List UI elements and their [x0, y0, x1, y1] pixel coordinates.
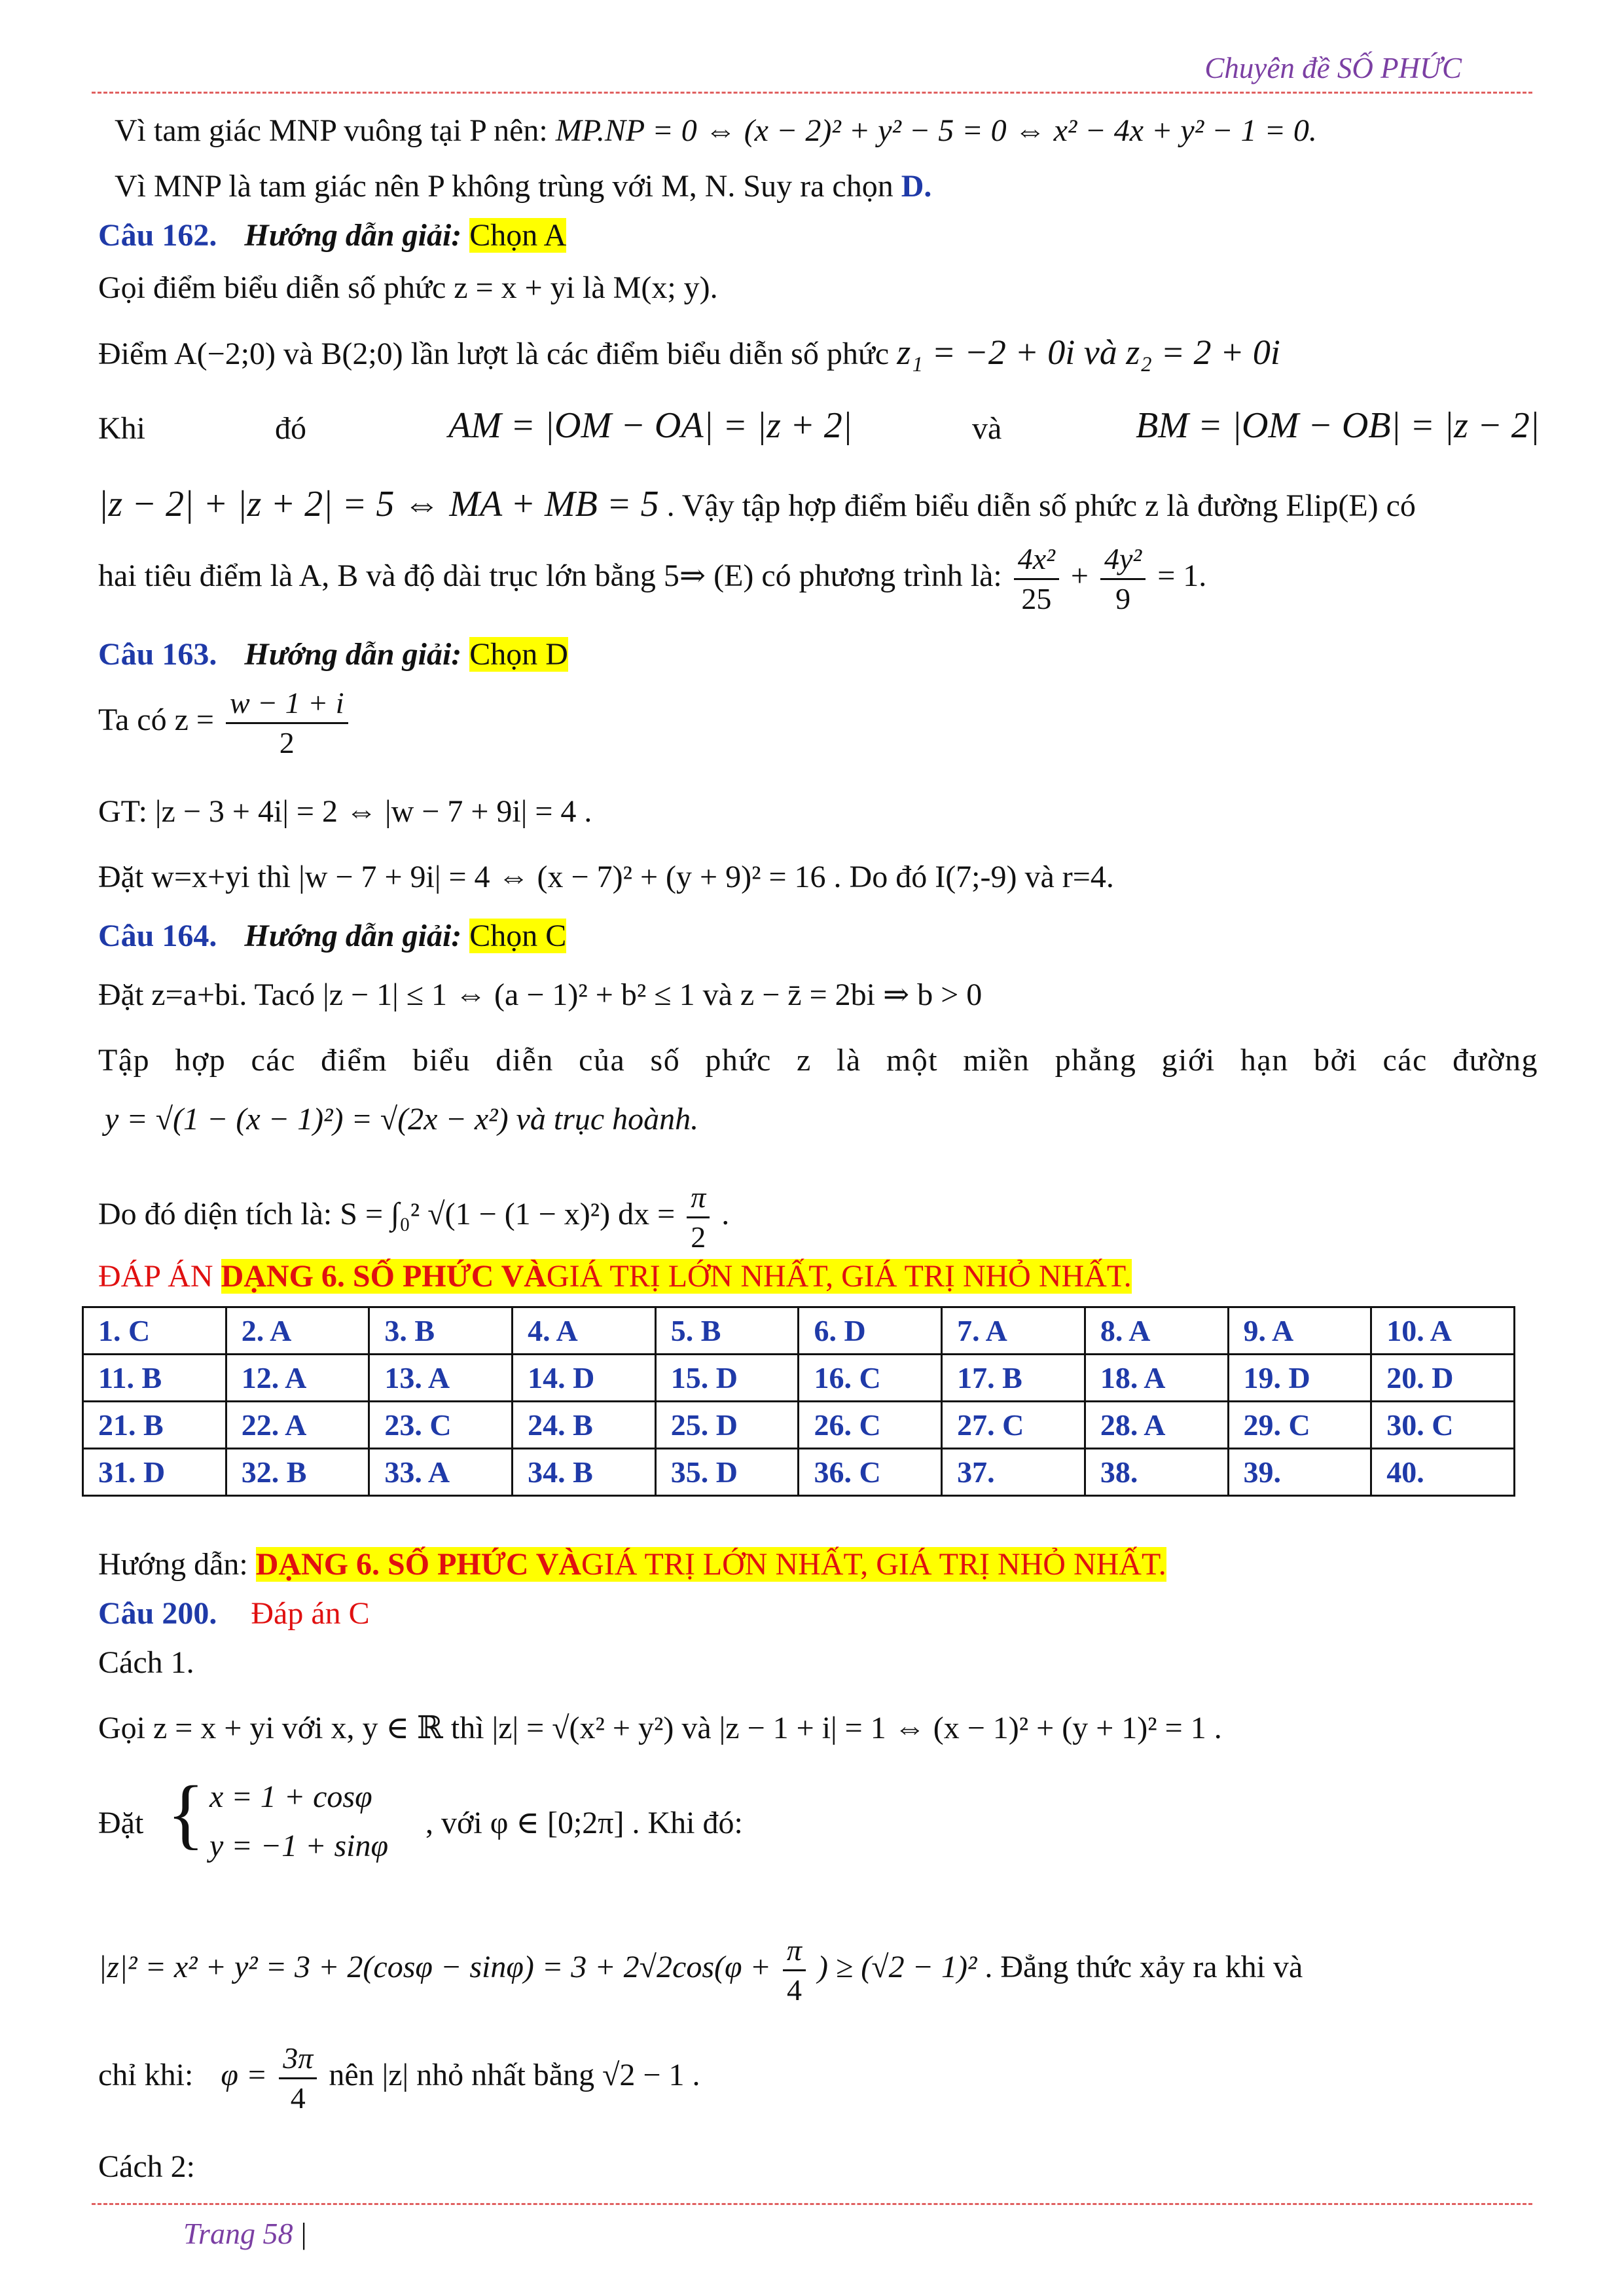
text: Cách 1. [98, 1645, 194, 1680]
denominator: 2 [691, 1220, 706, 1254]
answer-cell: 40. [1371, 1449, 1515, 1496]
answer-cell: 15. D [655, 1355, 799, 1402]
answer-title [98, 1257, 1132, 1296]
answer-cell: 11. B [83, 1355, 226, 1402]
answer-cell: 25. D [655, 1402, 799, 1449]
text: chỉ khi: [98, 2058, 194, 2093]
answer-cell: 19. D [1228, 1355, 1371, 1402]
q200-line4 [98, 2039, 700, 2117]
answer-cell: 26. C [799, 1402, 942, 1449]
equation: y = √(1 − (x − 1)²) = √(2x − x²) và trục hoành. [105, 1102, 699, 1137]
denominator: 25 [1021, 581, 1052, 615]
text: . Đẳng thức xảy ra khi và [984, 1950, 1303, 1985]
denominator: 2 [279, 725, 295, 759]
text: Ta có z = [98, 702, 214, 738]
answer-cell: 12. A [226, 1355, 369, 1402]
title-part: GIÁ TRỊ LỚN NHẤT, GIÁ TRỊ NHỎ NHẤT. [581, 1547, 1166, 1582]
text: Đặt w=x+yi thì |w − 7 + 9i| = 4 ⇔ (x − 7)² + (y + 9)² = 16 . Do đó I(7;-9) và r=4. [98, 860, 1114, 894]
text: đó [275, 411, 306, 446]
footer-rule [92, 2203, 1532, 2205]
title-part: GIÁ TRỊ LỚN NHẤT, GIÁ TRỊ NHỎ NHẤT. [546, 1259, 1132, 1294]
text: nên |z| nhỏ nhất bằng √2 − 1 . [329, 2058, 700, 2093]
answer-cell: 35. D [655, 1449, 799, 1496]
answer-cell: 5. B [655, 1307, 799, 1355]
equation: MP.NP = 0 ⇔ (x − 2)² + y² − 5 = 0 ⇔ x² − 4x + y² − 1 = 0. [555, 113, 1317, 148]
text: Khi [98, 411, 145, 446]
equation: |z − 2| + |z + 2| = 5 ⇔ MA + MB = 5 [98, 484, 659, 524]
table-row [83, 1449, 1515, 1496]
numerator: 4y² [1100, 540, 1146, 580]
answer-cell: 8. A [1085, 1307, 1228, 1355]
line-conclusion [115, 167, 931, 206]
q200-cach1 [98, 1643, 194, 1683]
q200-heading [98, 1594, 370, 1633]
q164-line2 [98, 1041, 1538, 1080]
answer-cell: 16. C [799, 1355, 942, 1402]
answer-cell: 33. A [369, 1449, 513, 1496]
q162-line4 [98, 481, 1416, 527]
choice-highlight: Chọn C [469, 919, 567, 953]
equation: y = −1 + sinφ [209, 1829, 389, 1863]
fraction [783, 1931, 806, 2009]
numerator: π [783, 1931, 806, 1971]
answer-cell: 17. B [942, 1355, 1085, 1402]
text: và [972, 411, 1002, 446]
answer-cell: 2. A [226, 1307, 369, 1355]
text: Điểm A(−2;0) và B(2;0) lần lượt là các điểm biểu diễn số phức [98, 337, 890, 371]
answer-cell: 6. D [799, 1307, 942, 1355]
footer [183, 2216, 307, 2251]
fraction [687, 1178, 710, 1256]
q164-line3 [105, 1100, 698, 1139]
denominator: 4 [290, 2081, 306, 2115]
q163-line3 [98, 858, 1114, 897]
q164-heading [98, 917, 566, 956]
guide-label: Hướng dẫn giải: [244, 637, 462, 672]
choice-highlight: Chọn A [469, 218, 567, 253]
numerator: 4x² [1014, 540, 1059, 580]
equation: z₁ = −2 + 0i và z₂ = 2 + 0i [897, 333, 1280, 372]
answer-cell: 21. B [83, 1402, 226, 1449]
text: Do đó diện tích là: S = ∫₀² √(1 − (1 − x)²) dx = [98, 1197, 676, 1232]
answer-cell: 31. D [83, 1449, 226, 1496]
answer-cell: 4. A [513, 1307, 656, 1355]
text: Cách 2: [98, 2149, 195, 2184]
answer-cell: 30. C [1371, 1402, 1515, 1449]
q162-heading [98, 216, 566, 255]
fraction [279, 2039, 317, 2117]
header-rule [92, 92, 1532, 94]
answer-cell: 39. [1228, 1449, 1371, 1496]
header-title: Chuyên đề SỐ PHỨC [1204, 52, 1462, 84]
title-part: ĐÁP ÁN [98, 1259, 213, 1294]
q164-line1 [98, 975, 982, 1015]
text: hai tiêu điểm là A, B và độ dài trục lớn bằng 5⇒ (E) có phương trình là: [98, 558, 1002, 594]
answer-cell: 10. A [1371, 1307, 1515, 1355]
answer-cell: 29. C [1228, 1402, 1371, 1449]
equation: AM = |OM − OA| = |z + 2| [448, 405, 853, 446]
answer-cell: 14. D [513, 1355, 656, 1402]
q163-heading [98, 635, 568, 674]
numerator: π [687, 1178, 710, 1218]
answer-cell: 22. A [226, 1402, 369, 1449]
answer-cell: 37. [942, 1449, 1085, 1496]
text: Gọi điểm biểu diễn số phức z = x + yi là M(x; y). [98, 270, 718, 305]
text: . Vậy tập hợp điểm biểu diễn số phức z là đường Elip(E) có [666, 488, 1416, 523]
answer-cell: 28. A [1085, 1402, 1228, 1449]
text: = 1. [1157, 558, 1207, 594]
equation: |z|² = x² + y² = 3 + 2(cosφ − sinφ) = 3 + 2√2cos(φ + [98, 1950, 771, 1985]
text: Vì tam giác MNP vuông tại P nên: [115, 113, 548, 148]
q200-line1 [98, 1709, 1222, 1748]
answer-cell: 38. [1085, 1449, 1228, 1496]
answer-cell: 36. C [799, 1449, 942, 1496]
brace: { [167, 1770, 205, 1857]
answer-cell: 20. D [1371, 1355, 1515, 1402]
answer-cell: 23. C [369, 1402, 513, 1449]
guide-label: Hướng dẫn giải: [244, 218, 462, 253]
q163-line1 [98, 684, 352, 761]
fraction [226, 684, 348, 761]
guide-label: Hướng dẫn giải: [244, 919, 462, 953]
q162-line5: hai tiêu điểm là A, B và độ dài trục lớn bằng 5⇒ (E) có phương trình là: $\frac{\text{4x²}}{25}$ + $\frac{\text{4y²}}{9}$ = 1. [98, 540, 1206, 617]
title-part: Hướng dẫn: [98, 1547, 248, 1582]
table-row [83, 1402, 1515, 1449]
page-number: Trang 58 [183, 2217, 293, 2250]
answer-cell: 9. A [1228, 1307, 1371, 1355]
q200-cach2 [98, 2147, 195, 2187]
table-row [83, 1307, 1515, 1355]
choice-highlight: Chọn D [469, 637, 568, 672]
answer-cell: 1. C [83, 1307, 226, 1355]
answer-cell: 32. B [226, 1449, 369, 1496]
answer-cell: 18. A [1085, 1355, 1228, 1402]
equation: ) ≥ (√2 − 1)² [817, 1950, 977, 1985]
line-mnp [115, 111, 1317, 151]
equation: x = 1 + cosφ [209, 1779, 372, 1814]
q162-line2 [98, 331, 1280, 375]
numerator: 3π [279, 2039, 317, 2079]
footer-separator: | [300, 2217, 307, 2250]
q163-line2 [98, 792, 592, 831]
text: , với φ ∈ [0;2π] . Khi đó: [425, 1806, 743, 1840]
question-number: Câu 200. [98, 1596, 217, 1631]
text: GT: |z − 3 + 4i| = 2 ⇔ |w − 7 + 9i| = 4 . [98, 794, 592, 829]
question-number: Câu 164. [98, 919, 217, 953]
text: Đặt z=a+bi. Tacó |z − 1| ≤ 1 ⇔ (a − 1)² + b² ≤ 1 và z − z̄ = 2bi ⇒ b > 0 [98, 977, 983, 1012]
answer-cell: 34. B [513, 1449, 656, 1496]
denominator: 9 [1115, 581, 1131, 615]
text: Đặt [98, 1806, 144, 1840]
question-number: Câu 163. [98, 637, 217, 672]
answer-cell: 24. B [513, 1402, 656, 1449]
text: . [721, 1197, 730, 1232]
answer-cell: 7. A [942, 1307, 1085, 1355]
question-number: Câu 162. [98, 218, 217, 253]
text: Tập hợp các điểm biểu diễn của số phức z là một miền phẳng giới hạn bởi các đường [98, 1043, 1538, 1078]
answer-table [82, 1306, 1515, 1497]
text: Vì MNP là tam giác nên P không trùng với M, N. Suy ra chọn [115, 169, 893, 204]
numerator: w − 1 + i [226, 684, 348, 724]
answer-cell: 3. B [369, 1307, 513, 1355]
fraction [1014, 540, 1059, 617]
equation: φ = [221, 2058, 268, 2093]
q162-line3 [98, 405, 1540, 448]
table-row [83, 1355, 1515, 1402]
q164-line4 [98, 1178, 729, 1256]
q162-line1 [98, 268, 718, 308]
denominator: 4 [786, 1973, 802, 2007]
title-part: DẠNG 6. SỐ PHỨC VÀ [255, 1547, 582, 1582]
answer: D. [901, 169, 932, 204]
fraction [1100, 540, 1146, 617]
guide-title [98, 1545, 1166, 1584]
answer-cell: 27. C [942, 1402, 1085, 1449]
text: Gọi z = x + yi với x, y ∈ ℝ thì |z| = √(x² + y²) và |z − 1 + i| = 1 ⇔ (x − 1)² + (y + 1)² = 1 . [98, 1711, 1222, 1745]
q200-line3 [98, 1931, 1538, 2009]
answer-cell: 13. A [369, 1355, 513, 1402]
equation: BM = |OM − OB| = |z − 2| [1136, 405, 1540, 446]
title-part: DẠNG 6. SỐ PHỨC VÀ [221, 1259, 547, 1294]
answer-label: Đáp án C [251, 1596, 370, 1631]
